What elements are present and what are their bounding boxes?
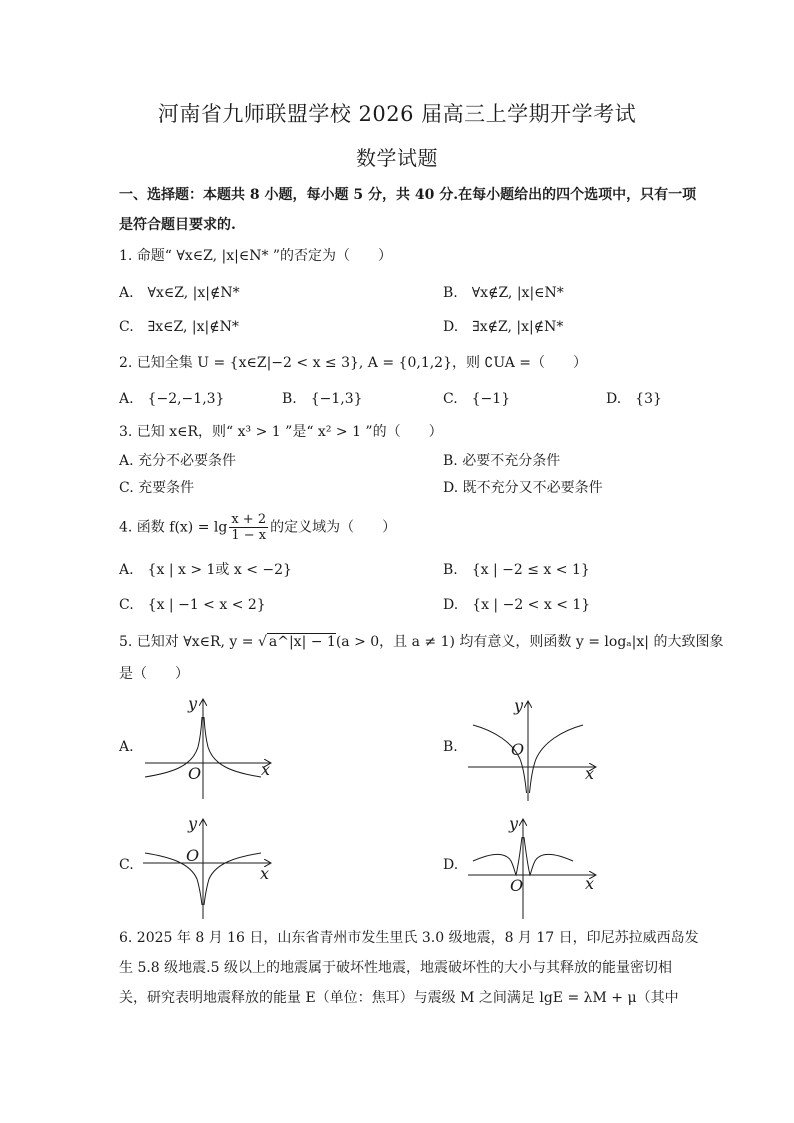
graph-a-x-label: x [261, 760, 271, 779]
q4-option-a: A. {x | x > 1或 x < −2} [119, 562, 292, 578]
q3-stem: 3. 已知 x∈R，则“ x³ > 1 ”是“ x² > 1 ”的（ ） [119, 424, 443, 440]
q5-sqrt-radicand: a^|x| − 1 [268, 634, 336, 650]
q2-option-c: C. {−1} [443, 391, 511, 407]
q3-option-a: A. 充分不必要条件 [119, 453, 237, 469]
q4-stem [119, 512, 684, 543]
q6-line2: 生 5.8 级地震.5 级以上的地震属于破坏性地震，地震破坏性的大小与其释放的能量密切相 [119, 960, 672, 976]
q5-label-b: B. [443, 739, 458, 755]
q4-stem-prefix: 4. 函数 f(x) = lg [119, 519, 228, 536]
graph-a [140, 695, 275, 803]
q4-fraction [229, 512, 268, 543]
q6-line3: 关，研究表明地震释放的能量 E（单位：焦耳）与震级 M 之间满足 lgE = λM + μ（其中 [119, 990, 679, 1006]
q4-stem-suffix: 的定义域为（ ） [270, 519, 397, 536]
graph-d-y-label: y [509, 814, 519, 833]
graph-d-curve-right [524, 837, 573, 875]
graph-b-origin: O [511, 740, 525, 759]
q4-frac-numerator: x + 2 [231, 512, 267, 527]
graph-c-y-label: y [188, 814, 198, 833]
graph-b-x-label: x [585, 764, 595, 783]
q5-label-d: D. [443, 857, 459, 873]
q3-option-b: B. 必要不充分条件 [443, 453, 561, 469]
exam-subtitle: 数学试题 [356, 146, 438, 170]
graph-b-y-label: y [514, 696, 524, 715]
graph-d-origin: O [510, 876, 524, 895]
q2-option-b: B. {−1,3} [282, 391, 363, 407]
graph-c-x-label: x [260, 864, 270, 883]
q4-option-b: B. {x | −2 ≤ x < 1} [443, 562, 590, 578]
graph-b-curve-left [473, 725, 527, 793]
q2-option-a: A. {−2,−1,3} [119, 391, 225, 407]
q4-frac-denominator: 1 − x [231, 528, 267, 543]
exam-title: 河南省九师联盟学校 2026 届高三上学期开学考试 [157, 102, 637, 126]
q5-label-a: A. [119, 739, 134, 755]
q2-stem: 2. 已知全集 U = {x∈Z|−2 < x ≤ 3}, A = {0,1,2}，则 ∁UA =（ ） [119, 355, 588, 371]
q1-option-b: B. ∀x∉Z, |x|∈N* [443, 285, 564, 301]
section-heading-line2: 是符合题目要求的. [119, 217, 236, 233]
graph-a-y-label: y [188, 694, 198, 713]
graph-a-origin: O [188, 764, 202, 783]
graph-d [465, 815, 600, 923]
graph-b-curve-right [530, 725, 584, 793]
q1-option-c: C. ∃x∈Z, |x|∉N* [119, 319, 239, 335]
q1-stem: 1. 命题“ ∀x∈Z, |x|∈N* ”的否定为（ ） [119, 248, 393, 264]
q2-option-d: D. {3} [606, 391, 662, 407]
graph-c-origin: O [186, 846, 200, 865]
graph-c-curve-right [204, 853, 261, 905]
q4-option-c: C. {x | −1 < x < 2} [119, 597, 266, 613]
q1-option-d: D. ∃x∉Z, |x|∉N* [443, 319, 564, 335]
graph-b [465, 697, 600, 805]
graph-c [140, 815, 275, 923]
section-heading-line1: 一、选择题：本题共 8 小题，每小题 5 分，共 40 分.在每小题给出的四个选项中，只有一项 [119, 187, 697, 203]
q5-label-c: C. [119, 857, 134, 873]
q3-option-c: C. 充要条件 [119, 480, 195, 496]
graph-a-curve-right [204, 717, 261, 777]
q4-option-d: D. {x | −2 < x < 1} [443, 597, 591, 613]
q5-stem-line1 [119, 632, 724, 652]
q5-stem-line2: 是（ ） [119, 666, 189, 682]
q5-stem-b: (a > 0，且 a ≠ 1) 均有意义，则函数 y = logₐ|x| 的大致图象 [335, 634, 724, 650]
q5-stem-a: 5. 已知对 ∀x∈R, y = √ [119, 634, 267, 650]
q3-option-d: D. 既不充分又不必要条件 [443, 480, 603, 496]
q1-option-a: A. ∀x∈Z, |x|∉N* [119, 285, 240, 301]
q6-line1: 6. 2025 年 8 月 16 日，山东省青州市发生里氏 3.0 级地震，8 月 17 日，印尼苏拉威西岛发 [119, 930, 699, 946]
graph-d-curve-left [473, 837, 522, 875]
graph-d-x-label: x [585, 874, 595, 893]
